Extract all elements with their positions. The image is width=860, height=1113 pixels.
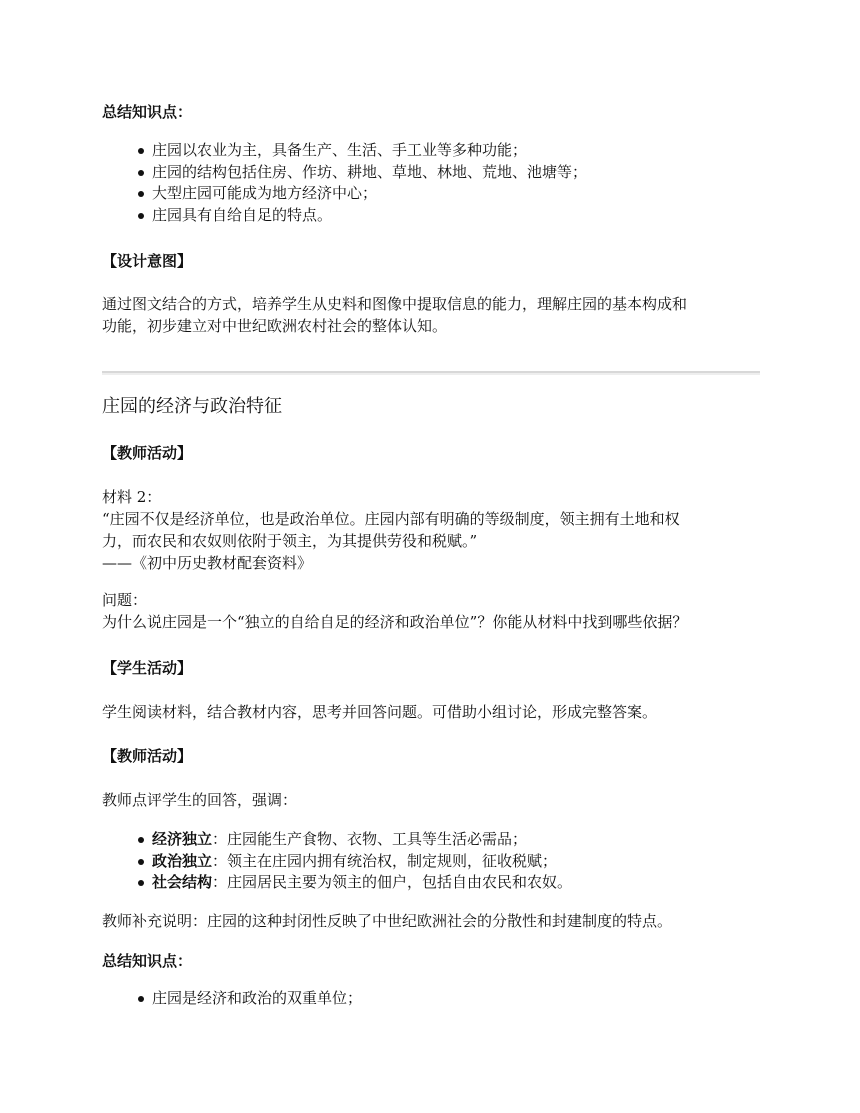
list-item: 经济独立：庄园能生产食物、衣物、工具等生活必需品； <box>102 829 742 851</box>
section-heading: 庄园的经济与政治特征 <box>102 396 282 417</box>
bullet-icon <box>138 880 144 886</box>
bullet-icon <box>138 996 144 1002</box>
text-line: 为什么说庄园是一个“独立的自给自足的经济和政治单位”？你能从材料中找到哪些依据？ <box>102 613 688 631</box>
text-line: 力，而农民和农奴则依附于领主，为其提供劳役和税赋。” <box>102 532 478 550</box>
design-intent-text <box>102 293 760 337</box>
text-line: ——《初中历史教材配套资料》 <box>102 554 313 572</box>
teacher-comment: 教师点评学生的回答，强调： <box>102 791 298 809</box>
list-item: 社会结构：庄园居民主要为领主的佃户，包括自由农民和农奴。 <box>102 872 742 894</box>
text-line: 问题： <box>102 591 148 609</box>
teacher-activity-label: 【教师活动】 <box>102 444 193 462</box>
bullet-icon <box>138 859 144 865</box>
material-block <box>102 486 760 574</box>
list-item: 大型庄园可能成为地方经济中心； <box>102 183 742 205</box>
bullet-icon <box>138 148 144 154</box>
list-item: 庄园以农业为主，具备生产、生活、手工业等多种功能； <box>102 140 742 162</box>
list-item: 庄园的结构包括住房、作坊、耕地、草地、林地、荒地、池塘等； <box>102 162 742 184</box>
teacher-activity-label-2: 【教师活动】 <box>102 747 193 765</box>
teacher-supplement: 教师补充说明：庄园的这种封闭性反映了中世纪欧洲社会的分散性和封建制度的特点。 <box>102 912 673 930</box>
text-line: 材料 2： <box>102 488 162 506</box>
bullet-icon <box>138 213 144 219</box>
student-activity-label: 【学生活动】 <box>102 659 193 677</box>
key-points-list <box>102 829 742 894</box>
section-divider <box>102 371 760 375</box>
summary-label-2: 总结知识点： <box>102 952 193 970</box>
bullet-icon <box>138 191 144 197</box>
summary-list <box>102 140 742 226</box>
text-line: 功能，初步建立对中世纪欧洲农村社会的整体认知。 <box>102 317 448 335</box>
bullet-icon <box>138 170 144 176</box>
list-item: 庄园具有自给自足的特点。 <box>102 205 742 227</box>
text-line: 通过图文结合的方式，培养学生从史料和图像中提取信息的能力，理解庄园的基本构成和 <box>102 295 688 313</box>
summary-list-2 <box>102 988 742 1010</box>
list-item: 庄园是经济和政治的双重单位； <box>102 988 742 1010</box>
list-item: 政治独立：领主在庄园内拥有统治权，制定规则，征收税赋； <box>102 851 742 873</box>
bullet-icon <box>138 837 144 843</box>
design-intent-label: 【设计意图】 <box>102 252 193 270</box>
student-activity-text: 学生阅读材料，结合教材内容，思考并回答问题。可借助小组讨论，形成完整答案。 <box>102 703 658 721</box>
question-block <box>102 589 760 633</box>
text-line: “庄园不仅是经济单位，也是政治单位。庄园内部有明确的等级制度，领主拥有土地和权 <box>102 510 680 528</box>
summary-label: 总结知识点： <box>102 103 193 121</box>
